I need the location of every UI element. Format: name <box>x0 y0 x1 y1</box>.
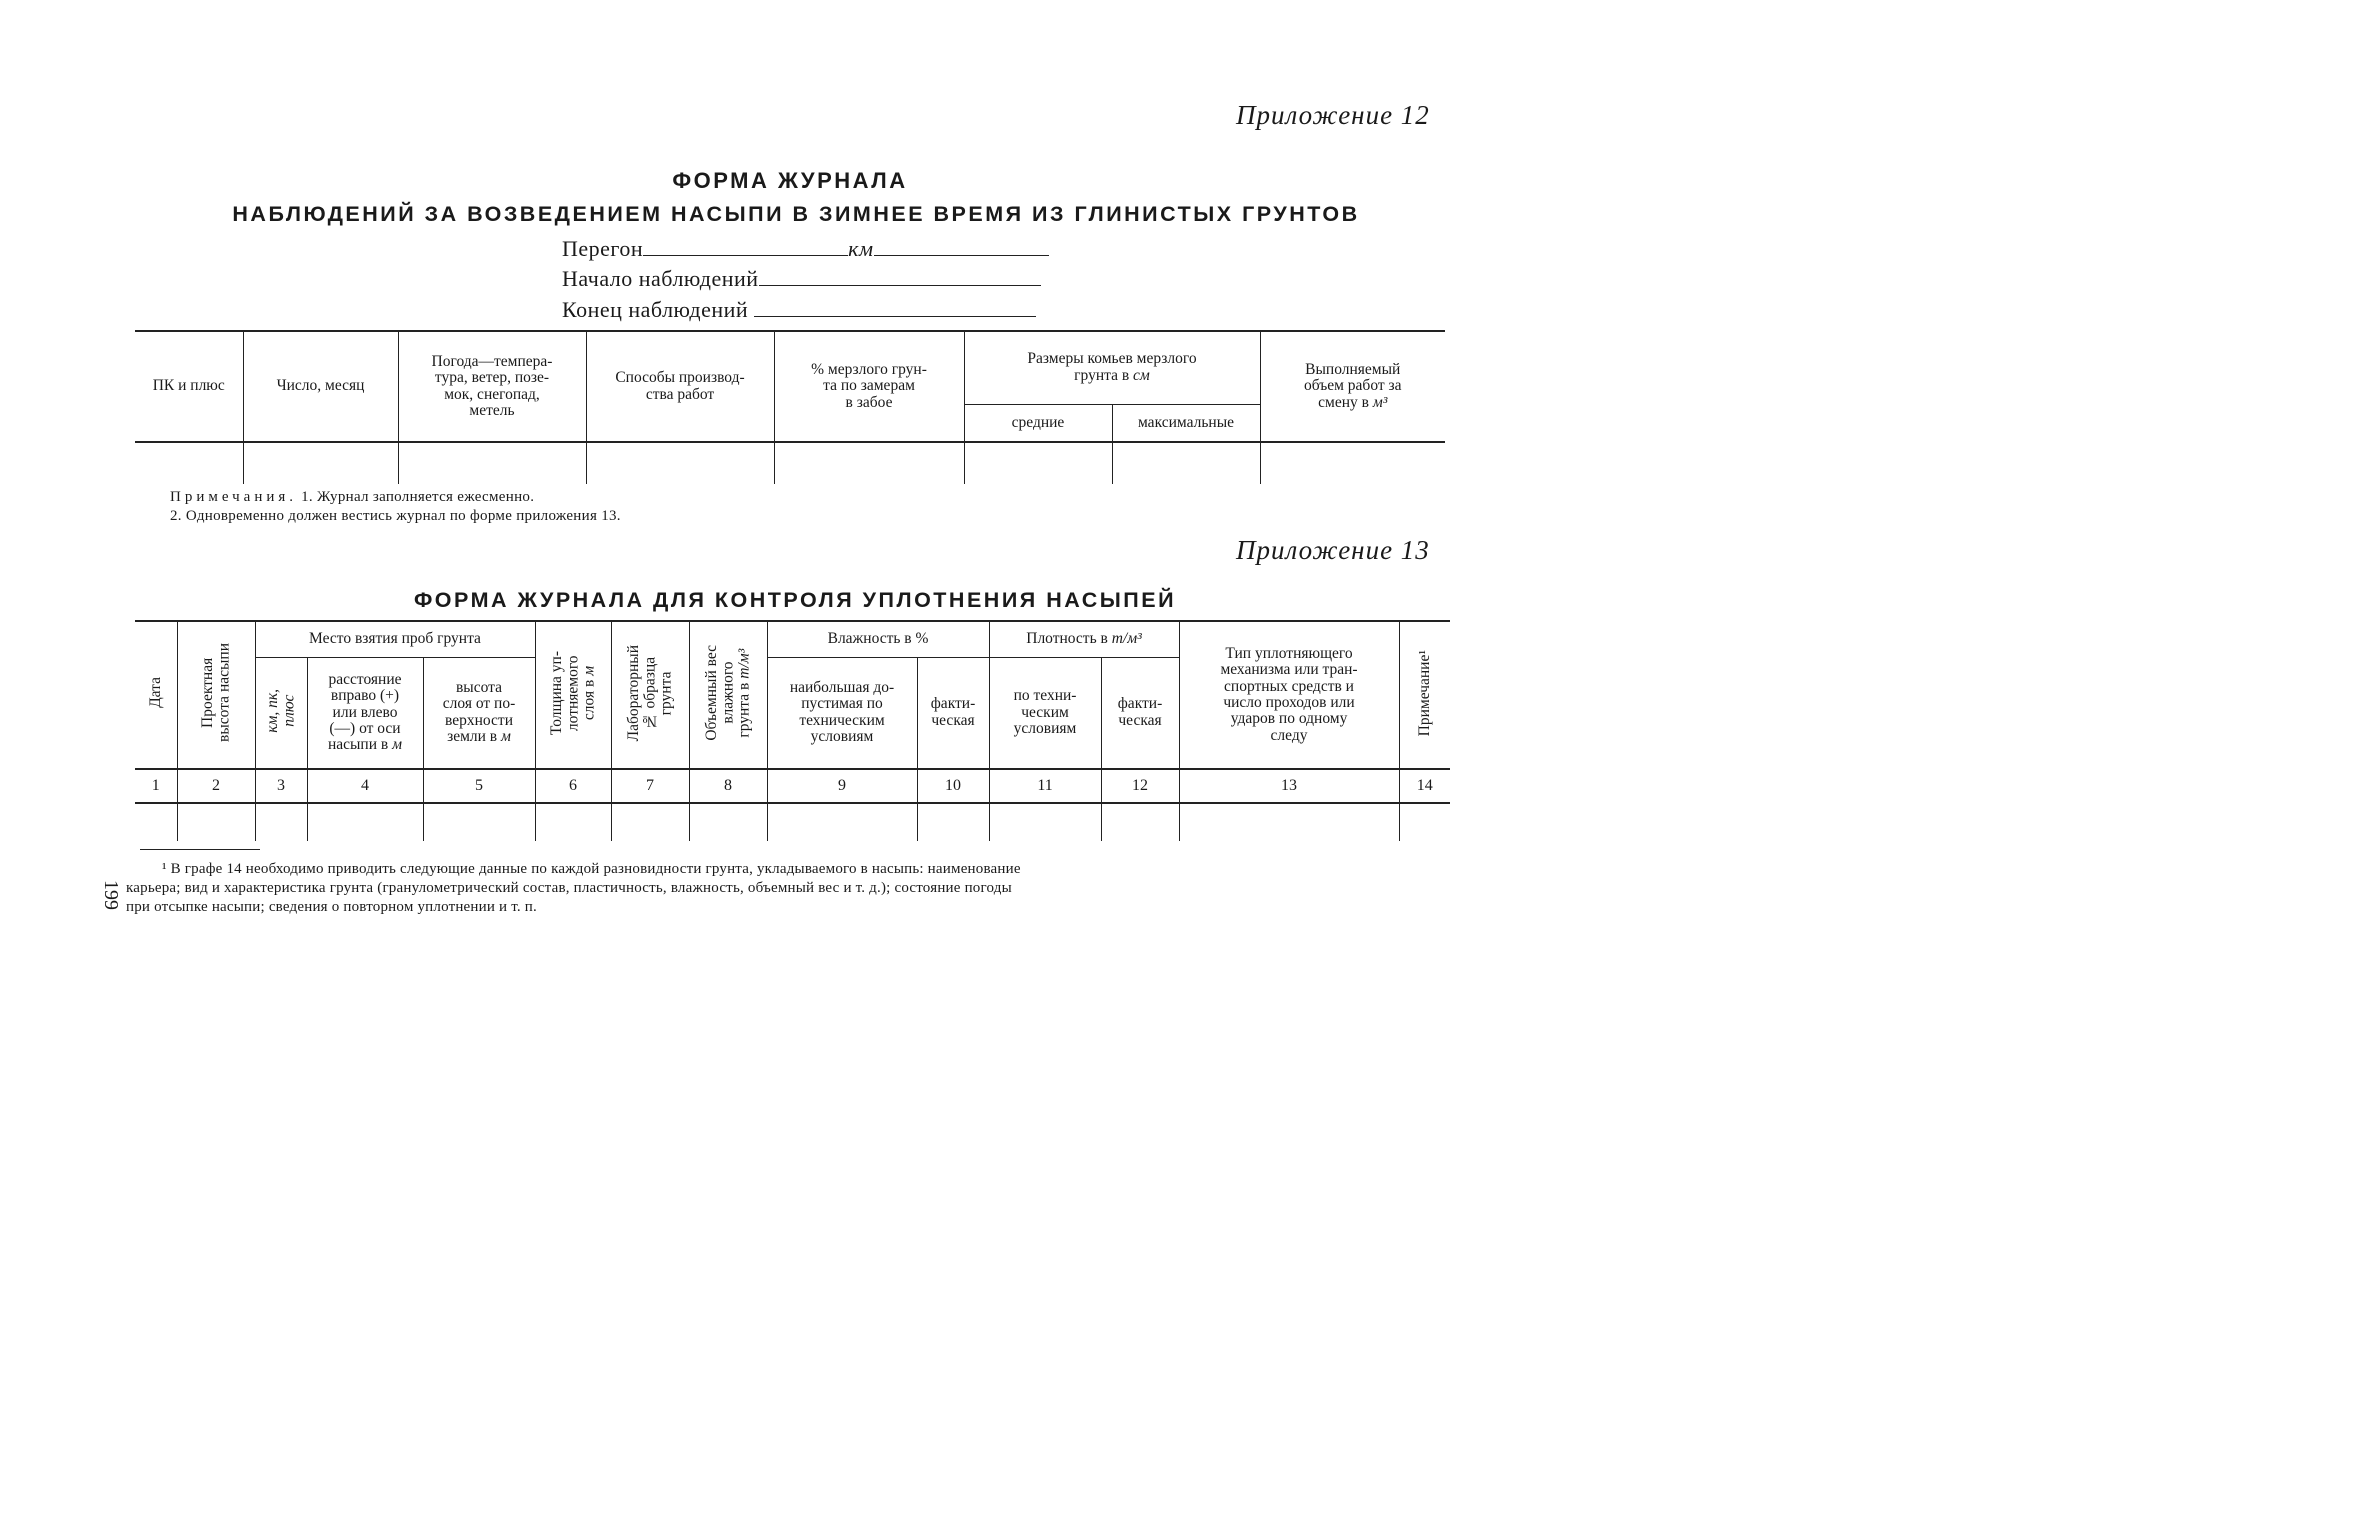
cell-weather[interactable] <box>398 442 586 484</box>
field-peregon-blank[interactable] <box>643 254 848 256</box>
colnum-14: 14 <box>1399 769 1450 803</box>
annex-12-title-line2: НАБЛЮДЕНИЙ ЗА ВОЗВЕДЕНИЕМ НАСЫПИ В ЗИМНЕЕ ВРЕМЯ ИЗ ГЛИНИСТЫХ ГРУНТОВ <box>232 202 1360 226</box>
header-c2: Проектная высота насыпи <box>177 621 255 769</box>
colnum-4: 4 <box>307 769 423 803</box>
cell[interactable] <box>1399 803 1450 841</box>
colnum-12: 12 <box>1101 769 1179 803</box>
header-volume: Выполняемый объем работ за смену в м³ <box>1260 331 1445 442</box>
cell[interactable] <box>255 803 307 841</box>
header-c8: Объемный вес влажного грунта в т/м³ <box>689 621 767 769</box>
annex-13-title: ФОРМА ЖУРНАЛА ДЛЯ КОНТРОЛЯ УПЛОТНЕНИЯ НАСЫПЕЙ <box>413 588 1177 612</box>
header-c6: Толщина уп- лотняемого слоя в м <box>535 621 611 769</box>
footnote-line3: при отсыпке насыпи; сведения о повторном уплотнении и т. п. <box>126 899 537 915</box>
field-start-blank[interactable] <box>759 284 1041 286</box>
note-1: 1. Журнал заполняется ежесменно. <box>301 489 535 505</box>
notes-label: Примечания. <box>170 489 298 505</box>
colnum-11: 11 <box>989 769 1101 803</box>
header-weather: Погода—темпера- тура, ветер, позе- мок, снегопад, метель <box>398 331 586 442</box>
cell[interactable] <box>1179 803 1399 841</box>
colnum-13: 13 <box>1179 769 1399 803</box>
field-peregon-label: Перегон <box>562 236 644 261</box>
colnum-7: 7 <box>611 769 689 803</box>
cell[interactable] <box>767 803 917 841</box>
cell[interactable] <box>177 803 255 841</box>
compaction-control-table <box>135 620 1450 841</box>
cell[interactable] <box>423 803 535 841</box>
column-numbers-row <box>135 769 1450 803</box>
header-c7: Лабораторный № образца грунта <box>611 621 689 769</box>
cell-methods[interactable] <box>586 442 774 484</box>
page-number: 199 <box>100 880 122 910</box>
header-c1: Дата <box>135 621 177 769</box>
cell[interactable] <box>1101 803 1179 841</box>
header-group-density: Плотность в т/м³ <box>989 621 1179 657</box>
cell-volume[interactable] <box>1260 442 1445 484</box>
header-c9: наибольшая до- пустимая по техническим условиям <box>767 657 917 769</box>
cell-clod-avg[interactable] <box>964 442 1112 484</box>
header-clod-size-group: Размеры комьев мерзлого грунта в см <box>964 331 1260 404</box>
header-pk: ПК и плюс <box>135 331 243 442</box>
annex-12-title-line1: ФОРМА ЖУРНАЛА <box>672 168 908 193</box>
header-group-moisture: Влажность в % <box>767 621 989 657</box>
cell[interactable] <box>535 803 611 841</box>
header-group-place: Место взятия проб грунта <box>255 621 535 657</box>
header-c4: расстояние вправо (+) или влево (—) от оси насыпи в м <box>307 657 423 769</box>
colnum-1: 1 <box>135 769 177 803</box>
header-date: Число, месяц <box>243 331 398 442</box>
field-start-label: Начало наблюдений <box>562 266 759 291</box>
header-c12: факти- ческая <box>1101 657 1179 769</box>
header-c13: Тип уплотняющего механизма или тран- спортных средств и число проходов или ударов по одному следу <box>1179 621 1399 769</box>
cell-pk[interactable] <box>135 442 243 484</box>
cell[interactable] <box>989 803 1101 841</box>
header-clod-max: максимальные <box>1112 404 1260 442</box>
observation-journal-table <box>135 330 1445 484</box>
colnum-9: 9 <box>767 769 917 803</box>
header-frozen-percent: % мерзлого грун- та по замерам в забое <box>774 331 964 442</box>
table-row <box>135 442 1445 484</box>
header-c14: Примечание¹ <box>1399 621 1450 769</box>
cell[interactable] <box>689 803 767 841</box>
cell-frozen[interactable] <box>774 442 964 484</box>
cell-date[interactable] <box>243 442 398 484</box>
header-c10: факти- ческая <box>917 657 989 769</box>
cell[interactable] <box>135 803 177 841</box>
field-end-row <box>562 297 1036 323</box>
footnote-line1: ¹ В графе 14 необходимо приводить следующие данные по каждой разновидности грунта, укладываемого в насыпь: наименование <box>162 861 1021 877</box>
field-peregon-row <box>562 236 1049 262</box>
colnum-6: 6 <box>535 769 611 803</box>
cell[interactable] <box>917 803 989 841</box>
colnum-10: 10 <box>917 769 989 803</box>
header-c3: км, пк, плюс <box>255 657 307 769</box>
header-c11: по техни- ческим условиям <box>989 657 1101 769</box>
header-methods: Способы производ- ства работ <box>586 331 774 442</box>
notes-line1 <box>170 489 534 506</box>
cell[interactable] <box>307 803 423 841</box>
footnote-divider <box>140 849 260 850</box>
cell-clod-max[interactable] <box>1112 442 1260 484</box>
field-start-row <box>562 266 1041 292</box>
table-row <box>135 803 1450 841</box>
field-end-blank[interactable] <box>754 315 1036 317</box>
colnum-3: 3 <box>255 769 307 803</box>
footnote-line2: карьера; вид и характеристика грунта (гранулометрический состав, пластичность, влажность, объемный вес и т. д.); состояние погоды <box>126 880 1012 896</box>
colnum-5: 5 <box>423 769 535 803</box>
colnum-8: 8 <box>689 769 767 803</box>
annex-12-label: Приложение 12 <box>1236 100 1430 130</box>
annex-13-label: Приложение 13 <box>1236 535 1430 565</box>
colnum-2: 2 <box>177 769 255 803</box>
header-clod-avg: средние <box>964 404 1112 442</box>
field-km-unit: км <box>848 236 874 261</box>
header-c5: высота слоя от по- верхности земли в м <box>423 657 535 769</box>
note-2: 2. Одновременно должен вестись журнал по форме приложения 13. <box>170 508 621 524</box>
field-km-blank[interactable] <box>874 254 1049 256</box>
cell[interactable] <box>611 803 689 841</box>
field-end-label: Конец наблюдений <box>562 297 749 322</box>
